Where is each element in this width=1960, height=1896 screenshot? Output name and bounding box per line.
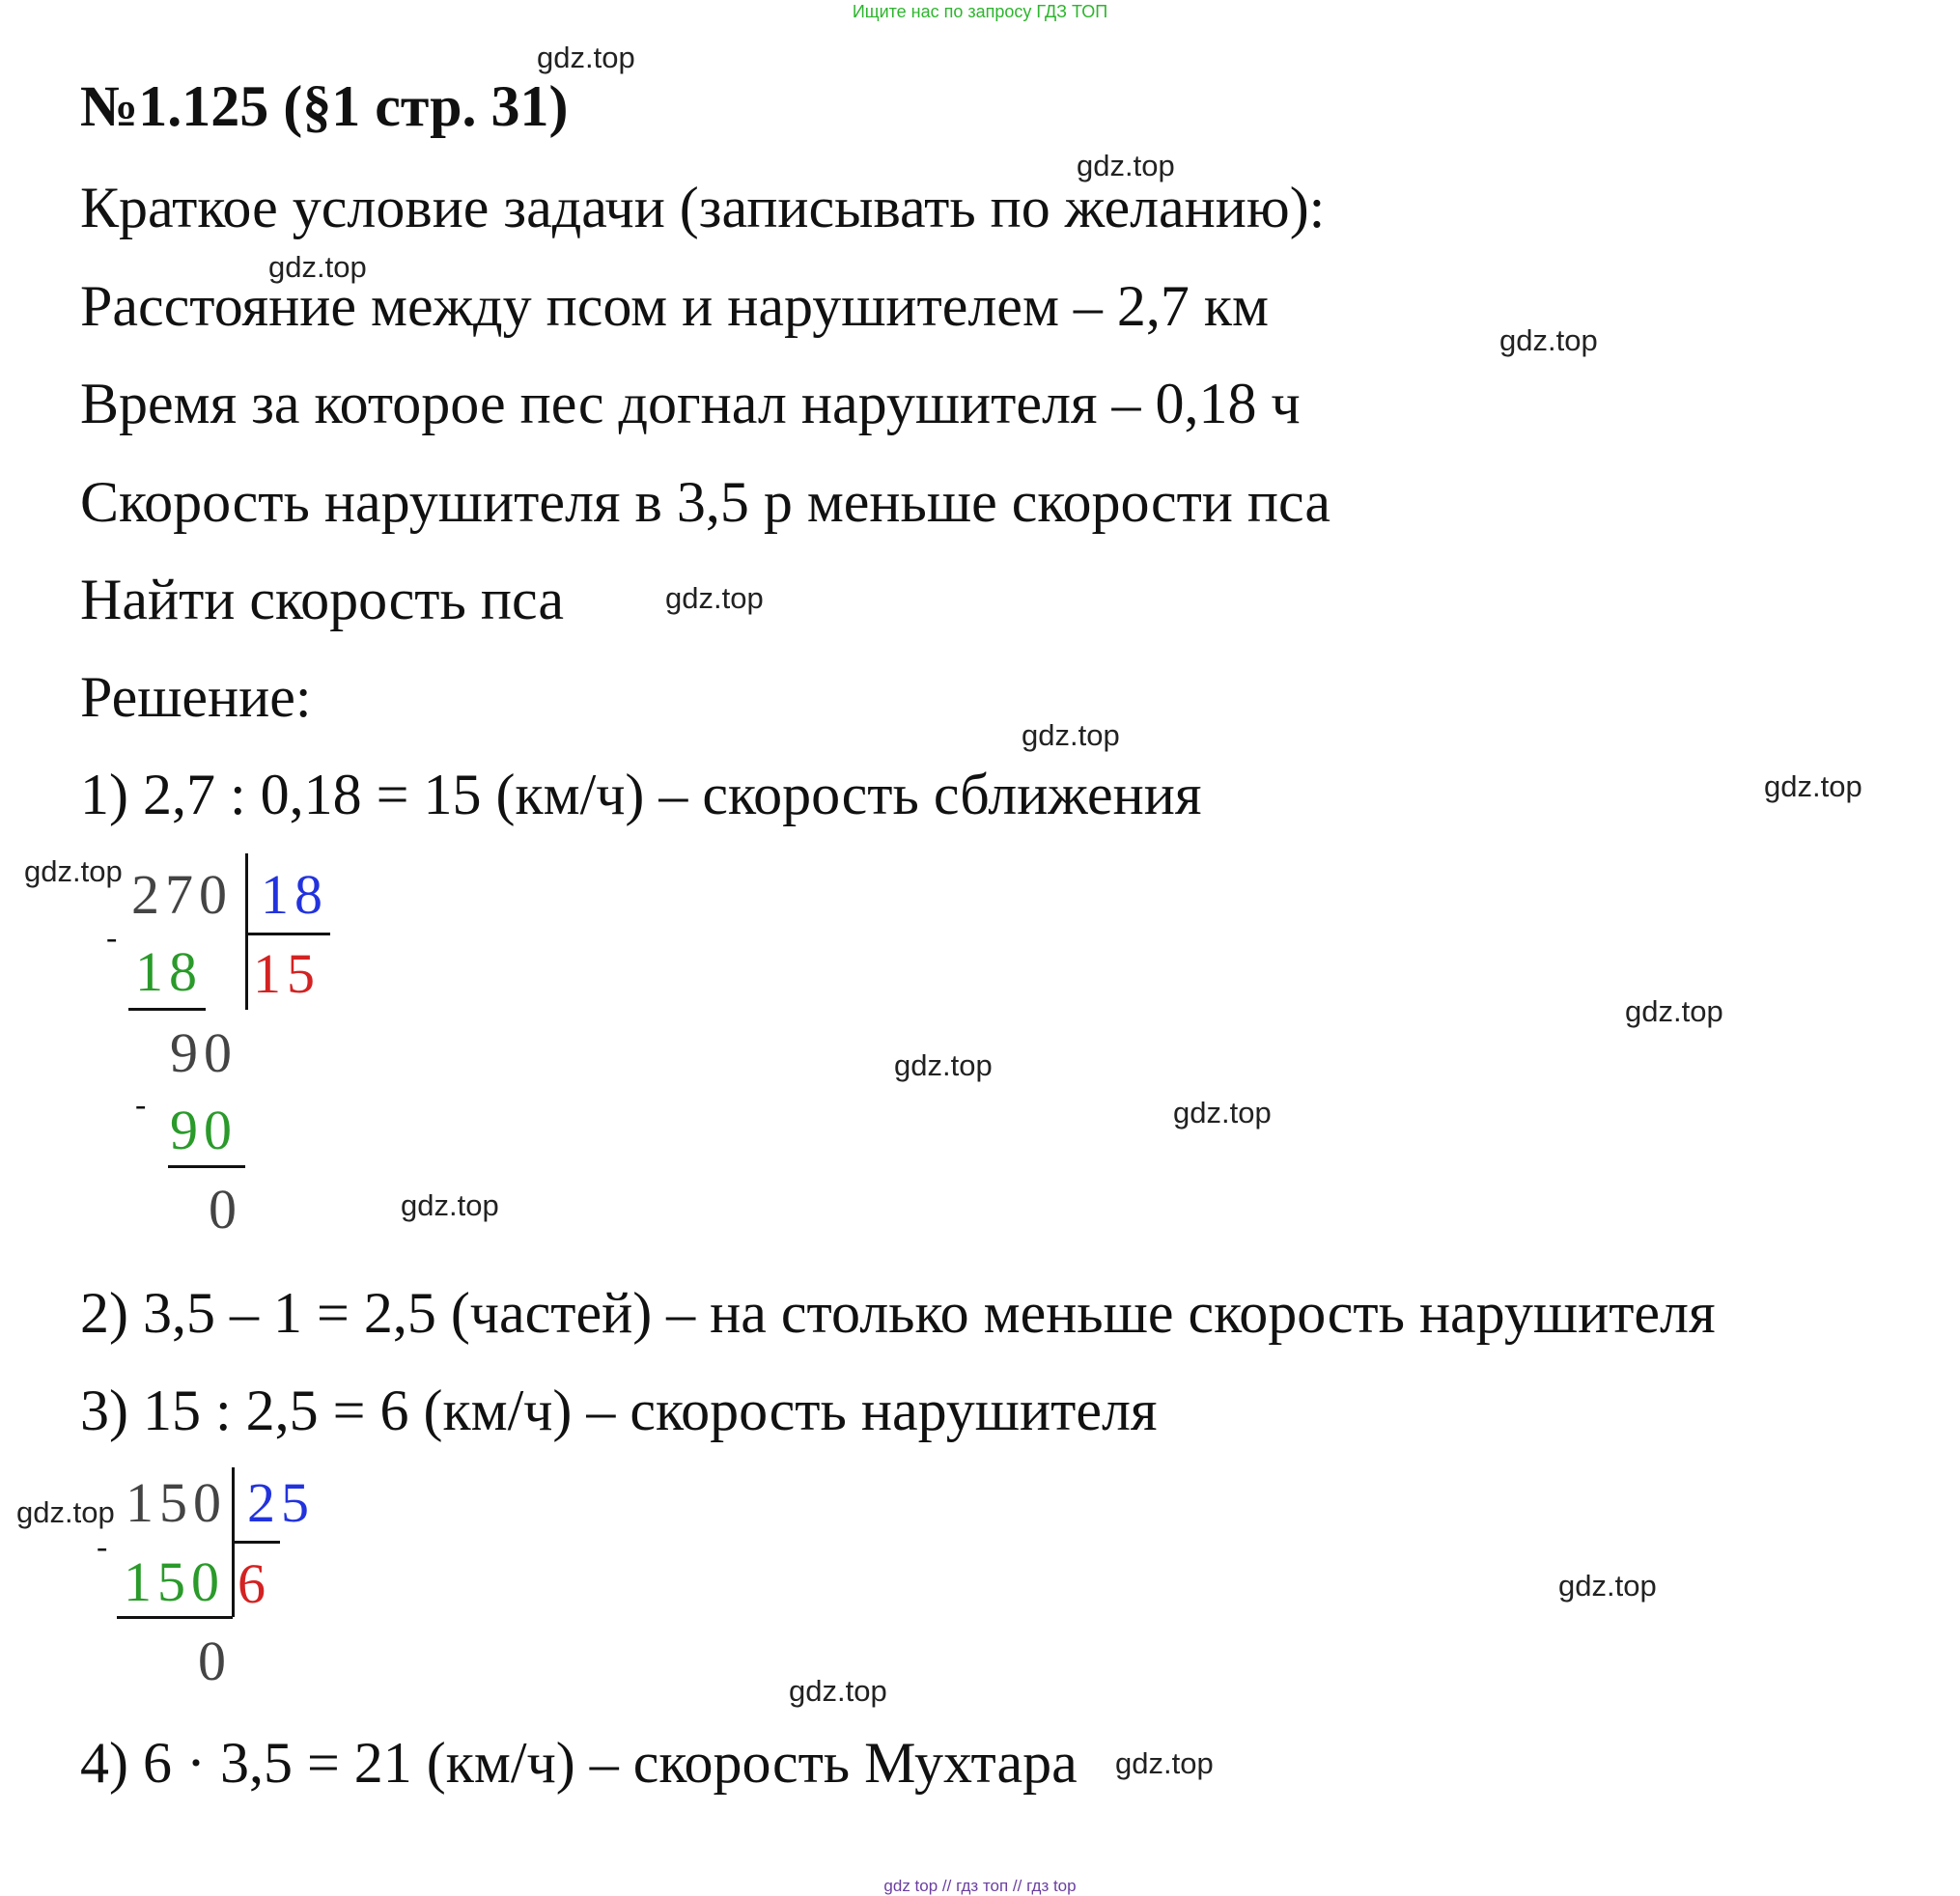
watermark: gdz.top	[1558, 1569, 1657, 1603]
watermark: gdz.top	[1173, 1096, 1272, 1129]
condition-find: Найти скорость пса	[80, 568, 564, 631]
problem-title: №1.125 (§1 стр. 31)	[80, 74, 569, 138]
solution-step-2: 2) 3,5 – 1 = 2,5 (частей) – на столько меньше скорость нарушителя	[80, 1281, 1716, 1345]
division1-rule-2	[168, 1165, 245, 1168]
division1-quotient: 15	[253, 942, 321, 1005]
division1-quotient-rule	[245, 933, 330, 935]
division1-remainder-1: 90	[170, 1021, 238, 1084]
top-banner[interactable]: Ищите нас по запросу ГДЗ ТОП	[852, 2, 1108, 21]
division2-quotient-rule	[232, 1541, 280, 1544]
watermark: gdz.top	[24, 854, 123, 888]
condition-heading: Краткое условие задачи (записывать по желанию):	[80, 176, 1326, 239]
watermark: gdz.top	[16, 1495, 115, 1529]
watermark: gdz.top	[537, 41, 635, 74]
division1-dividend: 270	[131, 863, 233, 926]
division1-minus-1: -	[106, 920, 118, 956]
division1-subtrahend-2: 90	[170, 1099, 238, 1161]
watermark: gdz.top	[401, 1188, 499, 1222]
division2-remainder: 0	[198, 1630, 232, 1692]
solution-step-1: 1) 2,7 : 0,18 = 15 (км/ч) – скорость сближения	[80, 763, 1202, 826]
division2-minus: -	[97, 1529, 108, 1565]
division2-rule	[117, 1616, 233, 1619]
watermark: gdz.top	[1077, 149, 1175, 182]
division1-minus-2: -	[135, 1087, 147, 1123]
division1-divisor: 18	[261, 863, 328, 926]
watermark: gdz.top	[665, 581, 764, 615]
watermark: gdz.top	[1499, 323, 1598, 357]
division1-subtrahend-1: 18	[135, 940, 203, 1003]
division2-dividend: 150	[126, 1471, 227, 1534]
condition-speed-ratio: Скорость нарушителя в 3,5 р меньше скорости пса	[80, 470, 1331, 534]
solution-heading: Решение:	[80, 665, 312, 729]
watermark: gdz.top	[1115, 1746, 1214, 1780]
division1-vertical-rule	[245, 853, 248, 1010]
watermark: gdz.top	[268, 250, 367, 284]
condition-distance: Расстояние между псом и нарушителем – 2,7 км	[80, 274, 1270, 338]
watermark: gdz.top	[1022, 718, 1120, 752]
division2-subtrahend: 150	[124, 1550, 225, 1613]
solution-step-3: 3) 15 : 2,5 = 6 (км/ч) – скорость нарушителя	[80, 1379, 1158, 1442]
watermark: gdz.top	[1764, 769, 1862, 803]
bottom-footer[interactable]: gdz top // гдз топ // гдз top	[883, 1877, 1077, 1895]
condition-time: Время за которое пес догнал нарушителя – 0,18 ч	[80, 372, 1301, 435]
division1-rule-1	[128, 1008, 206, 1011]
division1-remainder-2: 0	[209, 1178, 242, 1241]
division2-divisor: 25	[247, 1471, 315, 1534]
solution-step-4: 4) 6 · 3,5 = 21 (км/ч) – скорость Мухтара	[80, 1731, 1078, 1795]
watermark: gdz.top	[894, 1048, 993, 1082]
watermark: gdz.top	[789, 1674, 887, 1708]
division2-quotient: 6	[238, 1552, 271, 1615]
watermark: gdz.top	[1625, 994, 1723, 1028]
